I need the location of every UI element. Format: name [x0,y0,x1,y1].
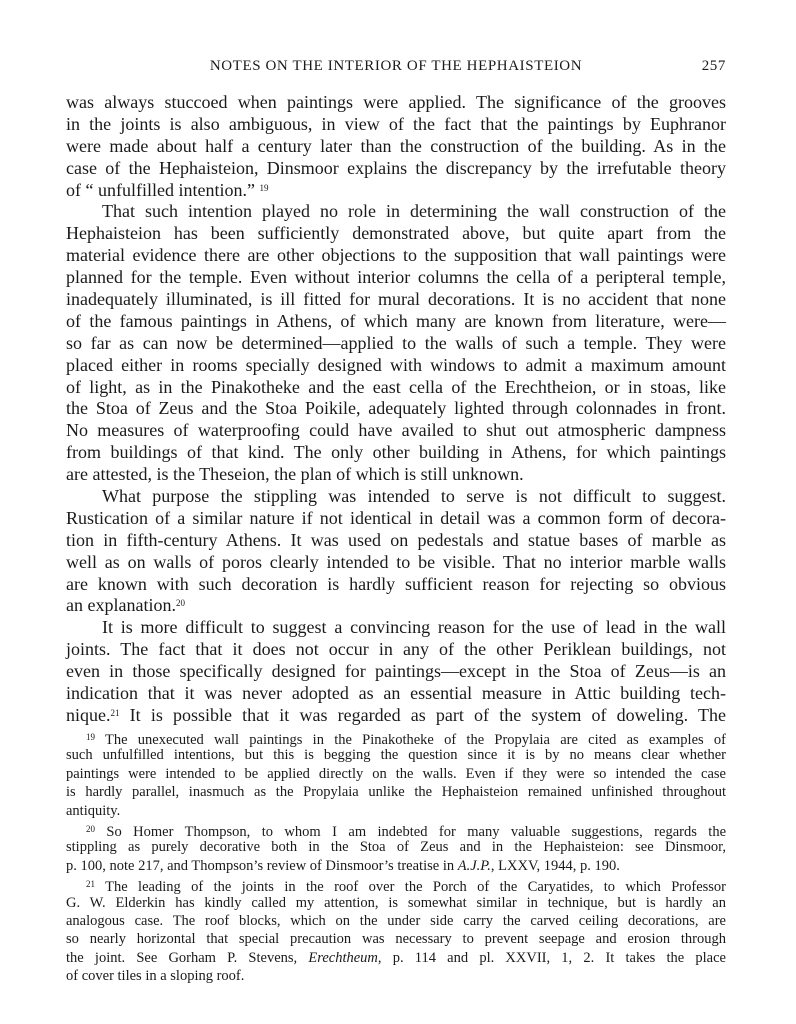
text-line: No measures of waterproofing could have availed to shut out atmospheric dampness [66,420,726,441]
footnote-ref-21[interactable]: 21 [110,707,120,718]
text-line: case of the Hephaisteion, Dinsmoor explains the discrepancy by the irrefutable theory [66,157,726,178]
footnote-19 [66,728,726,820]
footnote-line: antiquity. [66,802,121,819]
text-line: Hephaisteion has been sufficiently demonstrated above, but quite apart from the [66,223,726,244]
text-line: of light, as in the Pinakotheke and the east cella of the Erechtheion, or in stoas, like [66,376,726,397]
footnote-ref-20[interactable]: 20 [175,598,185,609]
text-line: inadequately illuminated, is ill fitted for mural decorations. It is no accident that none [66,289,726,310]
text-segment: , p. 114 and pl. XXVII, 1, 2. It takes the place [377,949,726,966]
text-segment: The unexecuted wall paintings in the Pinakotheke of the Propylaia are cited as examples of [95,732,726,748]
text-line: are known with such decoration is hardly sufficient reason for rejecting so obvious [66,573,726,594]
footnote-21 [66,875,726,985]
text-line [66,595,726,617]
text-line: joints. The fact that it does not occur in any of the other Periklean buildings, not [66,639,726,660]
footnote-number: 21 [86,879,95,890]
paragraph-2 [66,201,726,486]
text-line: the Stoa of Zeus and the Stoa Poikile, adequately lighted through colonnades in front. [66,398,726,419]
text-line: What purpose the stippling was intended to serve is not difficult to suggest. [102,486,726,507]
footnote-line: analogous case. The roof blocks, which on the under side carry the carved ceiling decorations, are [66,912,726,929]
paragraph-4 [66,617,726,726]
text-segment: The leading of the joints in the roof over the Porch of the Caryatides, to which Professor [95,879,726,896]
text-line [66,180,726,202]
text-line: in the joints is also ambiguous, in view of the fact that the paintings by Euphranor [66,113,726,134]
text-segment: of “ unfulfilled intention.” [66,179,255,200]
text-segment: p. 100, note 217, and Thompson’s review of Dinsmoor’s treatise in [66,857,458,874]
text-line: Rustication of a similar nature if not identical in detail was a common form of decora- [66,507,726,528]
text-line: indication that it was never adopted as an essential measure in Attic building tech- [66,683,726,704]
footnotes [66,728,726,985]
text-segment: , LXXV, 1944, p. 190. [490,857,620,874]
footnote-ref-19[interactable]: 19 [259,182,269,193]
text-line: are attested, is the Theseion, the plan of which is still unknown. [66,464,524,485]
text-line: material evidence there are other objections to the supposition that wall paintings were [66,245,726,266]
text-line: so far as can now be determined—applied to the walls of such a temple. They were [66,332,726,353]
footnote-line [66,857,726,875]
footnote-line: of cover tiles in a sloping roof. [66,968,245,985]
paragraph-3 [66,486,726,617]
footnote-line: is hardly parallel, inasmuch as the Propylaia unlike the Hephaisteion remained unfinished throughout [66,784,726,801]
text-line: It is more difficult to suggest a convincing reason for the use of lead in the wall [102,617,726,638]
footnote-line [66,820,726,838]
paragraph-1 [66,92,726,201]
text-line: were made about half a century later than the construction of the building. As in the [66,135,726,156]
page-number: 257 [701,58,726,74]
text-line: was always stuccoed when paintings were applied. The significance of the grooves [66,92,726,112]
text-line: placed either in rooms specially designed with windows to admit a maximum amount [66,354,726,375]
running-title: NOTES ON THE INTERIOR OF THE HEPHAISTEION [209,58,583,74]
text-line: That such intention played no role in determining the wall construction of the [102,201,726,222]
text-segment: the joint. See Gorham P. Stevens, [66,949,309,966]
footnote-20 [66,820,726,875]
text-segment: So Homer Thompson, to whom I am indebted for many valuable suggestions, regards the [95,823,726,840]
footnote-line: G. W. Elderkin has kindly called my attention, is somewhat similar in technique, but is hardly an [66,894,726,911]
text-line: planned for the temple. Even without interior columns the cella of a peripteral temple, [66,267,726,288]
text-line: of the famous paintings in Athens, of which many are known from literature, were— [66,310,726,331]
footnote-line [66,949,726,967]
running-head [66,58,726,80]
body-text [66,92,726,727]
text-line [66,705,726,727]
footnote-line [66,875,726,896]
text-line: tion in fifth-century Athens. It was used on pedestals and statue bases of marble as [66,529,726,550]
footnote-line [66,728,726,746]
text-line: well as on walls of poros clearly intended to be visible. That no interior marble walls [66,551,726,572]
footnote-line: stippling as purely decorative both in the Stoa of Zeus and in the Hephaisteion: see Dinsmoor, [66,839,726,856]
book-title: Erechtheum [308,949,378,966]
footnote-number: 20 [86,823,95,834]
text-segment: an explanation. [66,595,176,616]
footnote-line: such unfulfilled intentions, but this is begging the question since it is by no means clear whether [66,747,726,764]
footnote-number: 19 [86,732,95,742]
journal-title: A.J.P. [457,857,491,874]
footnote-line: so nearly horizontal that special precaution was necessary to prevent seepage and erosion through [66,931,726,948]
text-line: from buildings of that kind. The only other building in Athens, for which paintings [66,442,726,463]
footnote-line: paintings were intended to be applied directly on the walls. Even if they were so intended the case [66,765,726,782]
text-segment: nique. [66,704,111,725]
text-segment: It is possible that it was regarded as part of the system of doweling. The [119,704,726,725]
text-line: even in those specifically designed for paintings—except in the Stoa of Zeus—is an [66,661,726,682]
